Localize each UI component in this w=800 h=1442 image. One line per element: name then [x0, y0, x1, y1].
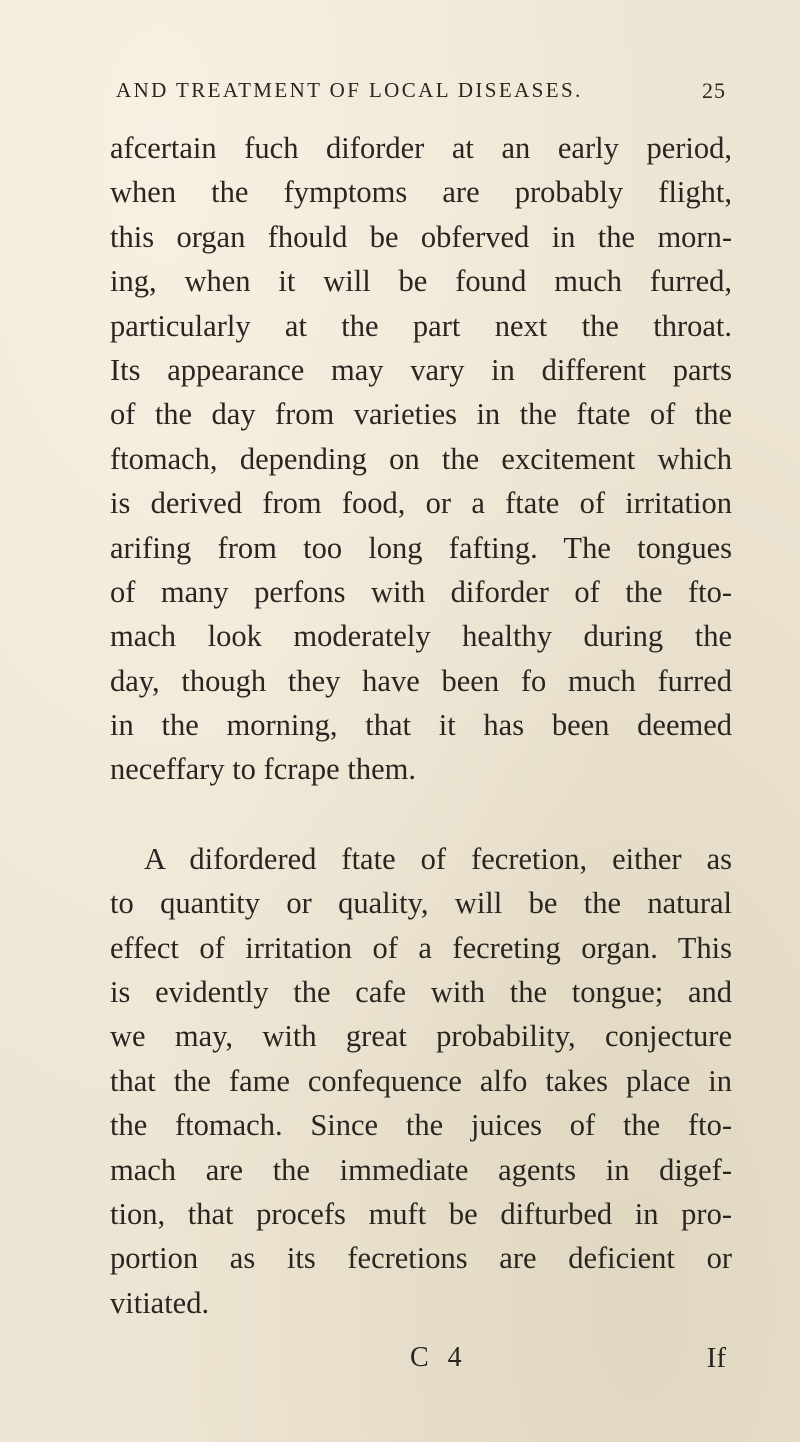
paragraph-2: [110, 837, 732, 1325]
text-line: when the fymptoms are probably flight,: [110, 175, 732, 210]
text-line: of many perfons with diforder of the fto-: [110, 574, 732, 609]
text-line: vitiated.: [110, 1285, 210, 1320]
text-line: particularly at the part next the throat.: [110, 308, 732, 343]
paragraph-1: [110, 126, 732, 792]
paragraph-gap: [110, 792, 732, 837]
catchword: If: [706, 1342, 726, 1374]
text-line: that the fame confequence alfo takes place in: [110, 1063, 732, 1098]
text-line: this organ fhould be obferved in the morn-: [110, 219, 732, 254]
text-line: the ftomach. Since the juices of the fto-: [110, 1108, 732, 1143]
running-head: [116, 78, 726, 112]
text-line: tion, that procefs muft be difturbed in pro-: [110, 1196, 732, 1231]
page-footer: [110, 1342, 732, 1382]
text-line: ing, when it will be found much furred,: [110, 264, 732, 299]
text-line: mach look moderately healthy during the: [110, 619, 732, 654]
text-line: to quantity or quality, will be the natural: [110, 886, 732, 921]
text-line: neceffary to fcrape them.: [110, 752, 416, 787]
text-line: afcertain fuch diforder at an early period,: [110, 131, 732, 165]
text-line: day, though they have been fo much furred: [110, 663, 732, 698]
signature-mark: C 4: [410, 1342, 468, 1373]
body-text: [110, 126, 732, 1325]
text-line: mach are the immediate agents in digef-: [110, 1152, 732, 1187]
text-line: portion as its fecretions are deficient or: [110, 1241, 732, 1276]
text-line: A difordered ftate of fecretion, either as: [144, 841, 732, 876]
text-line: of the day from varieties in the ftate of the: [110, 397, 732, 432]
text-line: ftomach, depending on the excitement which: [110, 441, 732, 476]
text-line: in the morning, that it has been deemed: [110, 708, 732, 743]
text-line: effect of irritation of a fecreting organ. This: [110, 930, 732, 965]
text-line: is evidently the cafe with the tongue; and: [110, 975, 732, 1010]
text-line: is derived from food, or a ftate of irritation: [110, 486, 732, 521]
text-line: we may, with great probability, conjecture: [110, 1019, 732, 1054]
text-line: Its appearance may vary in different parts: [110, 352, 732, 387]
page-number: 25: [702, 78, 726, 103]
text-line: arifing from too long fafting. The tongues: [110, 530, 732, 565]
running-title: AND TREATMENT OF LOCAL DISEASES.: [116, 78, 583, 102]
